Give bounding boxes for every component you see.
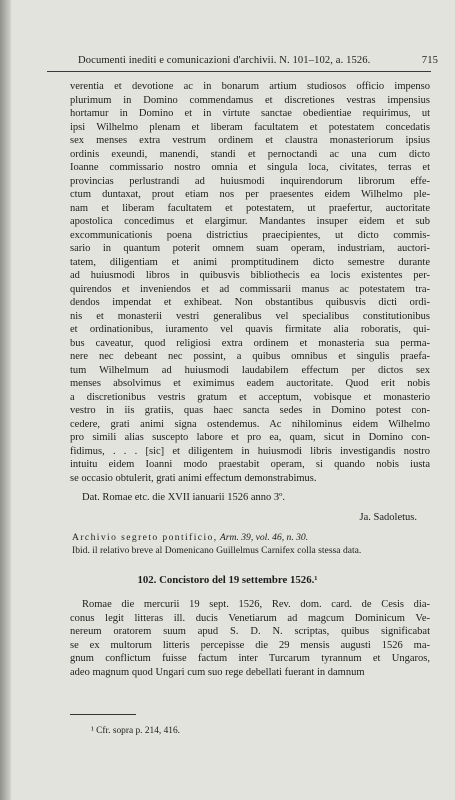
text-line: dendos impendat et exhibeat. Non obstantibus quibusvis dicti ordi- [70, 297, 430, 308]
archive-shelfmark: Arm. 39, vol. 46, n. 30. [219, 532, 309, 543]
text-line: provincias perlustrandi ad huiusmodi inquirendorum librorum effe- [70, 175, 430, 187]
text-line: apostolica concedimus et elargimur. Mandantes insuper eidem et sub [70, 216, 430, 227]
letter-body [70, 80, 430, 485]
text-line: ordinis exeundi, manendi, standi et pernoctandi ac una cum dicto [70, 148, 430, 160]
text-line: adeo magnum quod Ungari cum suo rege debellati fuerant in damnum [70, 666, 365, 678]
text-line: conus legit litteras ill. ducis Venetiarum ad magcum Dominicum Ve- [70, 612, 430, 624]
archive-ibid-note: Ibid. il relativo breve al Domenicano Guillelmus Carnifex colla stessa data. [72, 544, 362, 556]
text-line: vestro in iis gratiis, quas haec sancta sedes in Domino potest con- [70, 405, 430, 416]
text-line: se ex multorum litteris percepisse die 29 mensis augusti 1526 ma- [70, 639, 430, 651]
text-line: plurimum in Domino commendamus et discretiones vestras impensius [70, 94, 430, 106]
text-line: nereum oratorem suum apud S. D. N. scriptas, quibus significabat [70, 626, 430, 637]
text-line: tum Wilhelmum ad huiusmodi laudabilem effectum per dictos sex [70, 364, 430, 376]
text-line: Romae die mercurii 19 sept. 1526, Rev. dom. card. de Cesis dia- [82, 599, 430, 610]
footnote-rule [70, 714, 136, 715]
text-line: verentia et devotione ac in bonarum artium studiosos officio impenso [70, 81, 430, 92]
text-line: Ioanne commissario nostro omnia et singula loca, civitates, terras et [70, 162, 430, 173]
page-edge-shadow [0, 0, 11, 800]
section-title: 102. Concistoro del 19 settembre 1526.¹ [137, 574, 318, 586]
text-line: pro simili alias suscepto labore et pro ea, quam, sicut in Domino con- [70, 432, 430, 443]
text-line: a discretionibus vestris gratum et acceptum, vobisque et monasterio [70, 391, 430, 403]
text-line: quirendos et inveniendos et ad commissarii manus ac potestatem tra- [70, 283, 430, 295]
signature: Ja. Sadoletus. [359, 512, 417, 523]
text-line: bus caveatur, quod religiosi extra ordinem et monasteria sua perma- [70, 337, 430, 349]
text-line: menses absolvimus et eximimus eadem auctoritate. Quod erit nobis [70, 378, 430, 389]
archive-label: Archivio segreto pontificio, [72, 532, 218, 543]
footnote: ¹ Cfr. sopra p. 214, 416. [91, 726, 181, 736]
text-line: sex menses extra vestrum ordinem et claustra monasteriorum ipsius [70, 135, 430, 146]
text-line: excommunicationis poena districtius praecipientes, ut dicto commis- [70, 229, 430, 241]
text-line: ipsi Wilhelmo plenam et liberam facultatem et potestatem concedatis [70, 121, 430, 133]
page-number: 715 [421, 55, 438, 66]
text-line: intuitu eidem Ioanni modo praestabit operam, si quando nobis iusta [70, 459, 430, 470]
running-title: Documenti inediti e comunicazioni d'archivii. N. 101–102, a. 1526. [78, 55, 371, 66]
text-line: hortamur in Domino et in virtute sanctae obedientiae requirimus, ut [70, 108, 430, 119]
text-line: sario in quantum poterit omnem suam operam, industriam, auctori- [70, 243, 430, 254]
text-line: nam et liberam facultatem et potestatem, ut praefertur, auctoritate [70, 202, 430, 214]
text-line: se occasio obtulerit, grati animi effectum demonstrabimus. [70, 472, 317, 484]
text-line: gnum conflictum fuisse factum inter Turcarum tyrannum et Ungaros, [70, 653, 430, 664]
archive-reference [72, 532, 430, 557]
text-line: nis et monasterii vestri generalibus vel specialibus constitutionibus [70, 310, 430, 322]
text-line: nere nec debeant nec possint, a quibus omnibus et singulis praefa- [70, 351, 430, 362]
dating-line: Dat. Romae etc. die XVII ianuarii 1526 anno 3º. [82, 492, 285, 503]
header-rule [47, 71, 431, 72]
text-line: fidimus, . . . [sic] et diligentem in huiusmodi libris investigandis nostro [70, 445, 430, 457]
text-line: ad huiusmodi libros in quibusvis bibliothecis ea locis existentes per- [70, 270, 430, 281]
text-line: et ordinationibus, iuramento vel quavis firmitate alia roboratis, qui- [70, 324, 430, 335]
section-body [70, 598, 430, 679]
running-header [78, 55, 438, 66]
text-line: ctum duntaxat, prout etiam nos per praesentes eidem Wilhelmo ple- [70, 189, 430, 200]
text-line: tatem, diligentiam et animi promptitudinem dicto semestre durante [70, 256, 430, 268]
text-line: cedere, grati animi signa ostendemus. Ac nihilominus eidem Wilhelmo [70, 418, 430, 430]
